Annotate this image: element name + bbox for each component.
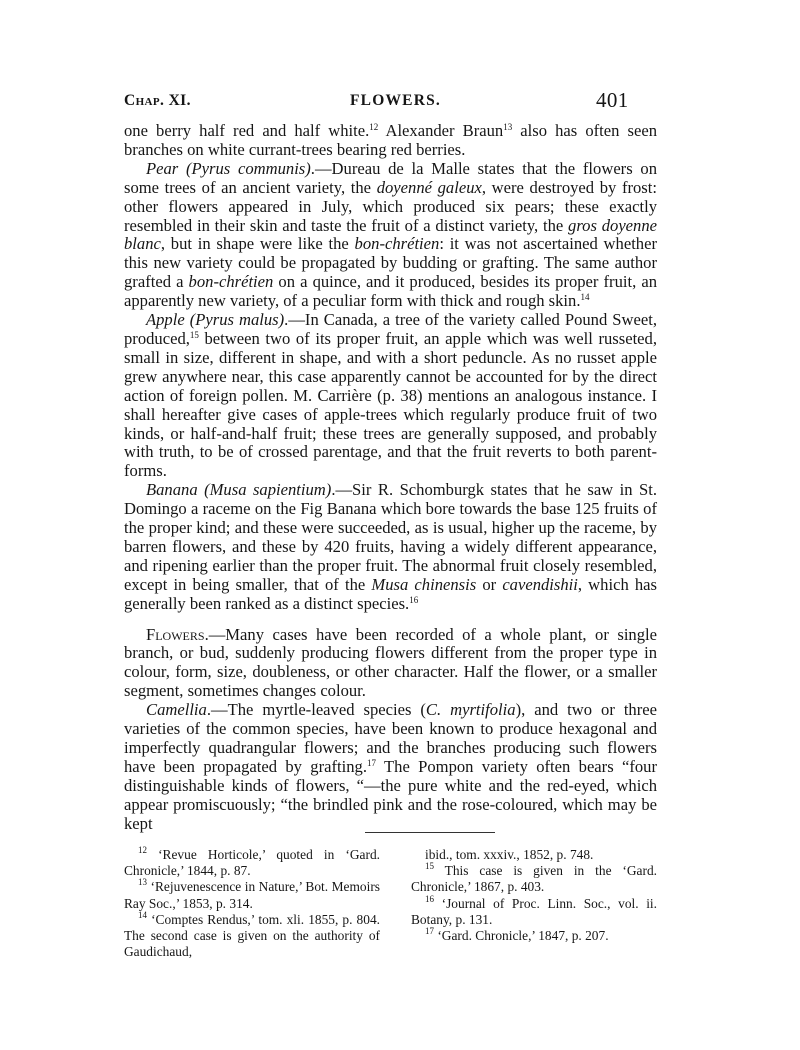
footnote bbox=[411, 847, 657, 863]
text-run: , but in shape were like the bbox=[160, 234, 355, 254]
footnote-ref: 13 bbox=[503, 122, 513, 132]
text-run: Alexander Braun bbox=[378, 121, 504, 140]
footnote-ref: 15 bbox=[189, 329, 199, 340]
text-run: .—The myrtle-leaved species ( bbox=[206, 700, 426, 720]
text-run: also has often seen branches on white currant-trees bearing red berries. bbox=[124, 121, 657, 159]
footnote-ref: 12 bbox=[138, 845, 147, 855]
italic-run: bon-chrétien bbox=[354, 234, 440, 254]
italic-run: gros doyenne blanc bbox=[124, 215, 658, 254]
section-heading: Flowers bbox=[146, 624, 205, 644]
text-run: .—In Canada, a tree of the variety called Pound Sweet, produced, bbox=[124, 310, 657, 348]
italic-run: doyenné galeux bbox=[376, 177, 482, 197]
footnote-ref: 14 bbox=[580, 292, 590, 303]
text-run: ‘Journal of Proc. Linn. Soc., vol. ii. Botany, p. 131. bbox=[411, 895, 657, 927]
page-number: 401 bbox=[596, 88, 629, 112]
paragraph bbox=[124, 160, 657, 311]
text-run: or bbox=[476, 574, 503, 594]
footnote bbox=[124, 909, 380, 961]
text-run: This case is given in the ‘Gard. Chronicle,’ 1867, p. 403. bbox=[411, 863, 657, 895]
paragraph bbox=[124, 311, 657, 481]
footnote-divider bbox=[365, 832, 495, 833]
italic-run: Apple (Pyrus malus) bbox=[146, 310, 285, 330]
text-run: : it was not ascertained whether this new variety could be propagated by budding or grafting. The same author grafted a bbox=[124, 234, 657, 292]
text-run: ), and two or three varieties of the common species, have been known to produce hexagonal and imperfectly quadrangular flowers; and the branches producing such flowers have been propagated by grafting. bbox=[124, 700, 657, 776]
italic-run: Banana (Musa sapientium) bbox=[146, 480, 332, 500]
text-run: ‘Revue Horticole,’ quoted in ‘Gard. Chronicle,’ 1844, p. 87. bbox=[124, 847, 380, 879]
running-title: FLOWERS. bbox=[350, 92, 441, 109]
text-run: .—Many cases have been recorded of a whole plant, or single branch, or bud, suddenly producing flowers different from the proper type in colour, form, size, doubleness, or other character. Half the flower, or a smaller segment, sometimes changes colour. bbox=[124, 624, 657, 701]
paragraph bbox=[124, 626, 657, 702]
footnote-ref: 14 bbox=[138, 909, 147, 920]
footnote-ref: 16 bbox=[409, 594, 419, 605]
text-run: one berry half red and half white. bbox=[124, 121, 370, 140]
text-run: ‘Gard. Chronicle,’ 1847, p. 207. bbox=[434, 928, 609, 944]
italic-run: Pear (Pyrus communis) bbox=[146, 158, 311, 178]
footnote-ref: 17 bbox=[425, 926, 434, 937]
text-run: .—Sir R. Schomburgk states that he saw in St. Domingo a raceme on the Fig Banana which bore towards the base 125 fruits of the proper kind; and these were succeeded, as is usual, higher up the raceme, by barren flowers, and these by 420 fruits, having a widely different appearance, and ripening earlier than the proper fruit. The abnormal fruit closely resembled, except in being smaller, that of the bbox=[124, 480, 657, 594]
italic-run: bon-chrétien bbox=[188, 272, 274, 292]
footnote-ref: 15 bbox=[425, 861, 434, 872]
paragraph bbox=[124, 701, 657, 833]
text-run: on a quince, and it produced, besides its proper fruit, an apparently new variety, of a peculiar form with thick and rough skin. bbox=[124, 272, 657, 311]
footnote bbox=[411, 928, 657, 944]
paragraph bbox=[124, 481, 657, 613]
body-text bbox=[124, 122, 657, 834]
footnote-ref: 17 bbox=[366, 757, 376, 768]
italic-run: Camellia bbox=[146, 700, 207, 720]
text-run: , were destroyed by frost: other flowers appeared in July, which produced six pears; these exactly resembled in their skin and taste the fruit of a distinct variety, the bbox=[124, 177, 657, 235]
footnote-ref: 16 bbox=[425, 893, 434, 904]
text-run: , which has generally been ranked as a distinct species. bbox=[124, 574, 658, 613]
footnote bbox=[411, 893, 657, 928]
chapter-label: Chap. XI. bbox=[124, 92, 191, 109]
text-run: ‘Rejuvenescence in Nature,’ Bot. Memoirs Ray Soc.,’ 1853, p. 314. bbox=[124, 879, 380, 911]
text-run: between two of its proper fruit, an apple which was well russeted, small in size, different in shape, and with a short peduncle. As no russet apple grew anywhere near, this case apparently cannot be accounted for by the direct action of foreign pollen. M. Carrière (p. 38) mentions an analogous instance. I shall hereafter give cases of apple-trees which regularly produce fruit of two kinds, or half-and-half fruit; these trees are generally supposed, and probably with truth, to be of crossed parentage, and that the fruit reverts to both parent-forms. bbox=[124, 328, 657, 481]
italic-run: C. myrtifolia bbox=[425, 700, 516, 720]
text-run: .—Dureau de la Malle states that the flowers on some trees of an ancient variety, the bbox=[124, 158, 657, 197]
italic-run: Musa chinensis bbox=[371, 574, 477, 594]
footnote-ref: 12 bbox=[369, 122, 379, 132]
footnote bbox=[411, 863, 657, 895]
italic-run: cavendishii bbox=[502, 574, 578, 594]
footnote bbox=[124, 879, 380, 911]
footnote-ref: 13 bbox=[138, 877, 147, 888]
paragraph bbox=[124, 122, 657, 160]
footnotes-left-column bbox=[124, 847, 380, 960]
text-run: ibid., tom. xxxiv., 1852, p. 748. bbox=[425, 847, 594, 862]
footnote bbox=[124, 847, 380, 879]
text-run: The Pompon variety often bears “four distinguishable kinds of flowers, “—the pure white and the red-eyed, which appear promiscuously; “the brindled pink and the rose-coloured, which may be kept bbox=[124, 756, 657, 833]
text-run: ‘Comptes Rendus,’ tom. xli. 1855, p. 804. The second case is given on the authority of Gaudichaud, bbox=[124, 911, 380, 960]
footnotes-right-column bbox=[411, 847, 657, 944]
